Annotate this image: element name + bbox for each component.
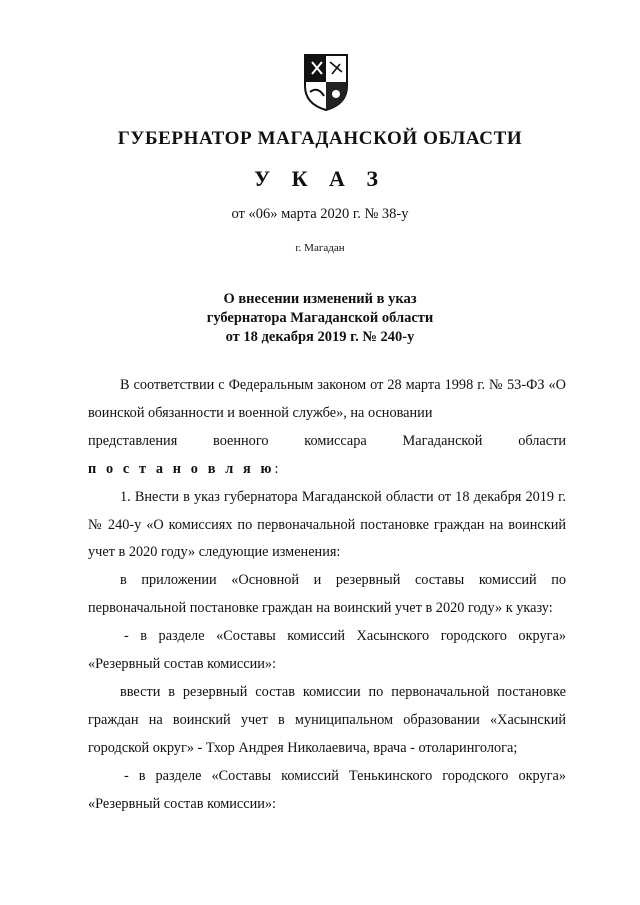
section-2: - в разделе «Составы комиссий Тенькинского городского округа» «Резервный состав комиссии»: <box>88 767 566 812</box>
subject-line: О внесении изменений в указ <box>223 291 417 307</box>
decree-line <box>88 456 566 484</box>
appendix-paragraph: в приложении «Основной и резервный составы комиссий по первоначальной постановке граждан на воинский учет в 2020 году» к указу: <box>88 572 566 617</box>
date-and-number: от «06» марта 2020 г. № 38-у <box>231 206 409 222</box>
document-subject <box>0 290 640 347</box>
preamble-text: В соответствии с Федеральным законом от 28 марта 1998 г. № 53-ФЗ «О воинской обязанности и военной службе», на основании <box>88 377 566 421</box>
decree-colon: : <box>274 460 279 477</box>
preamble-line: представления военного комиссара Магаданской области <box>88 432 566 449</box>
decree-word: п о с т а н о в л я ю <box>88 460 275 477</box>
issuer-title: ГУБЕРНАТОР МАГАДАНСКОЙ ОБЛАСТИ <box>117 128 523 149</box>
subject-line: губернатора Магаданской области <box>206 310 434 326</box>
coat-of-arms-icon <box>302 52 350 112</box>
section-1-action: ввести в резервный состав комиссии по первоначальной постановке граждан на воинский учет в муниципальном образовании «Хасынский городской округ» - Тхор Андрея Николаевича, врача - отоларинголога; <box>88 683 566 756</box>
subject-line: от 18 декабря 2019 г. № 240-у <box>225 329 415 345</box>
section-1: - в разделе «Составы комиссий Хасынского городского округа» «Резервный состав комиссии»: <box>88 628 566 673</box>
document-type: У К А З <box>253 166 387 191</box>
item-1: 1. Внести в указ губернатора Магаданской области от 18 декабря 2019 г. № 240-у «О комиссиях по первоначальной постановке граждан на воинский учет в 2020 году» следующие изменения: <box>88 488 566 561</box>
document-body <box>88 372 566 819</box>
city: г. Магадан <box>295 242 345 254</box>
